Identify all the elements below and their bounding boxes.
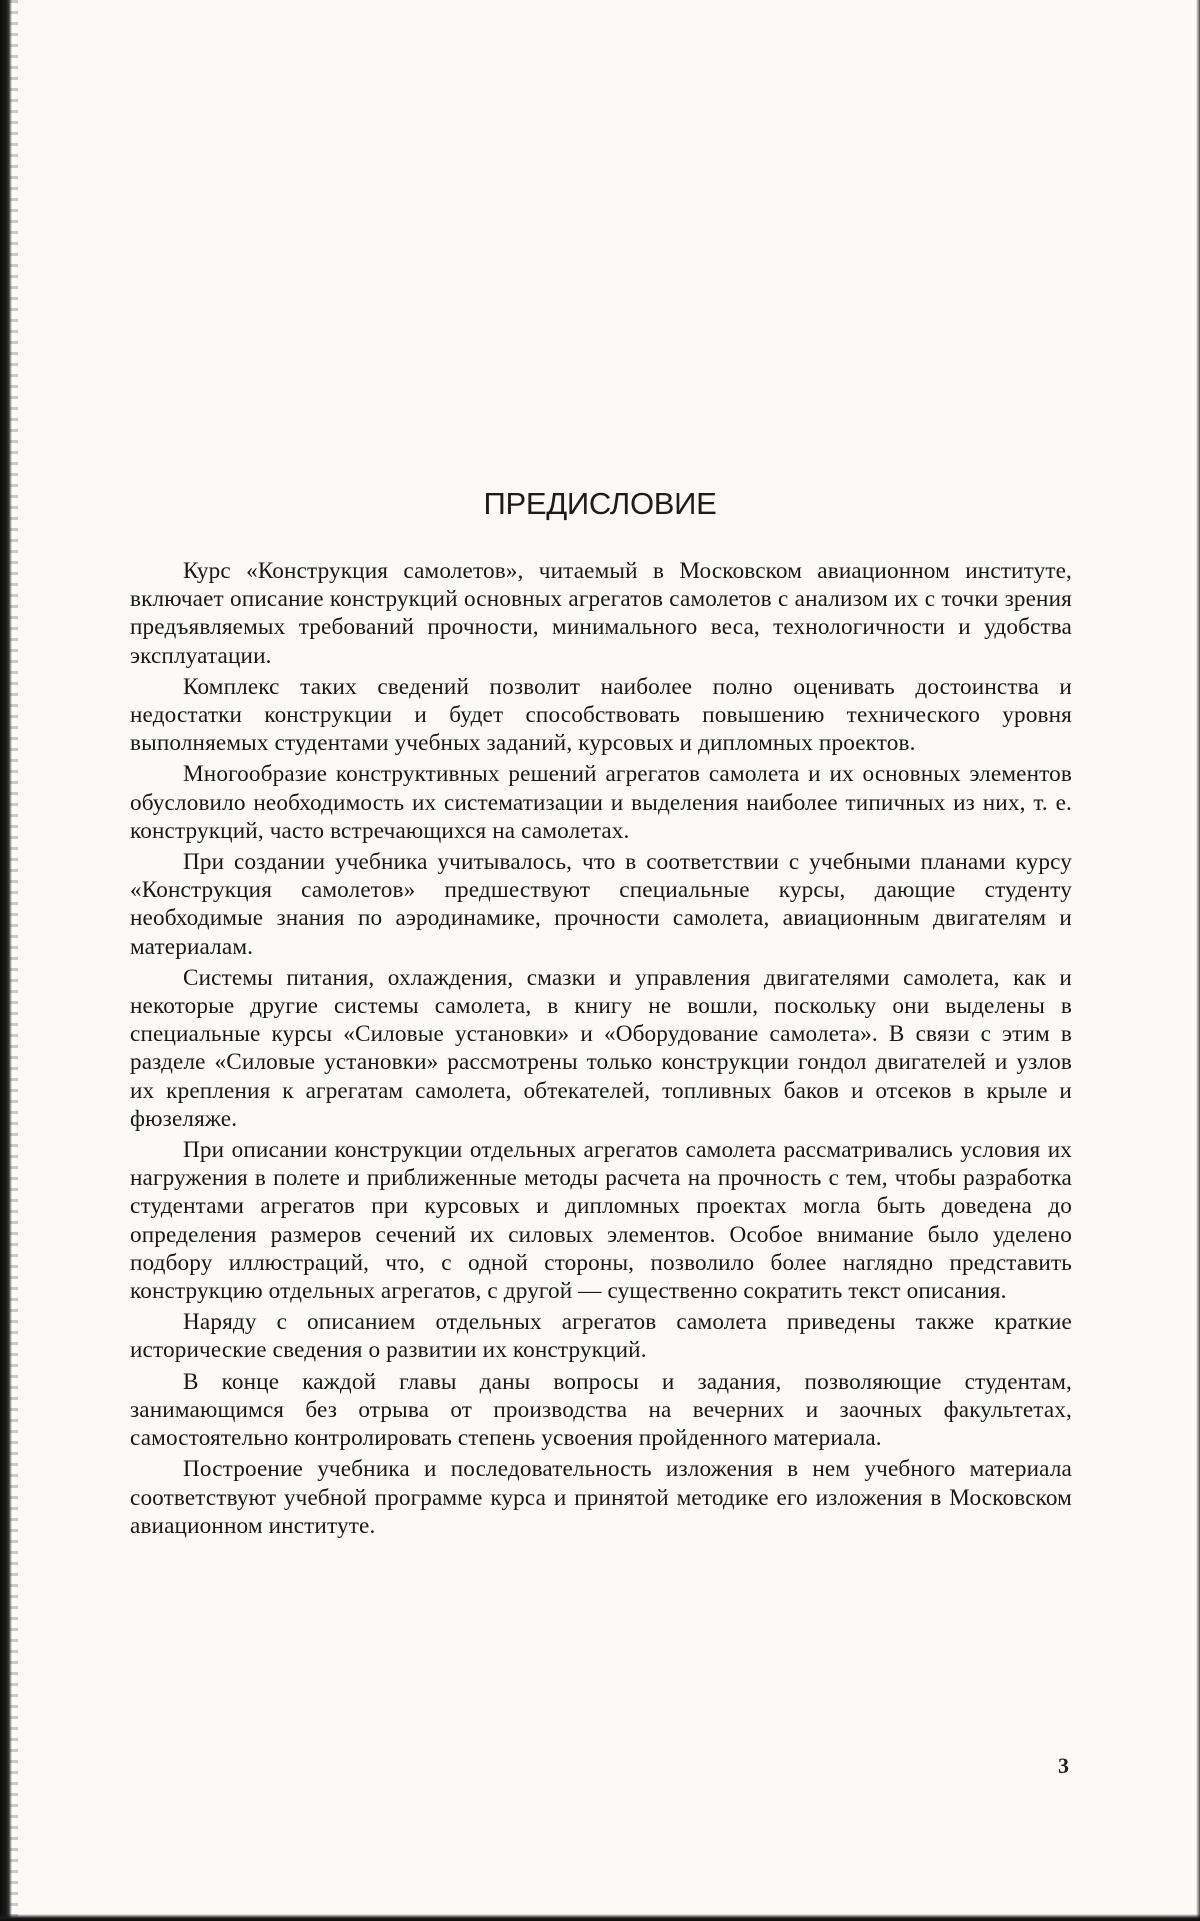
paragraph-8: В конце каждой главы даны вопросы и задания, позволяющие студентам, занимающимся без отрыва от производства на вечерних и заочных факультетах, самостоятельно контролировать степень усвоения пройденного материала. [130, 1368, 1072, 1452]
paragraph-6: При описании конструкции отдельных агрегатов самолета рассматривались условия их нагружения в полете и приближенные методы расчета на прочность с тем, чтобы разработка студентами агрегатов при курсовых и дипломных проектах могла быть доведена до определения размеров сечений их силовых элементов. Особое внимание было уделено подбору иллюстраций, что, с одной стороны, позволило более наглядно представить конструкцию отдельных агрегатов, с другой — существенно сократить текст описания. [130, 1137, 1072, 1305]
scan-edge-noise [10, 0, 18, 1921]
paragraph-1: Курс «Конструкция самолетов», читаемый в Московском авиационном институте, включает описание конструкций основных агрегатов самолетов с анализом их с точки зрения предъявляемых требований прочности, минимального веса, технологичности и удобства эксплуатации. [130, 558, 1072, 669]
paragraph-4: При создании учебника учитывалось, что в соответствии с учебными планами курсу «Конструкция самолетов» предшествуют специальные курсы, дающие студенту необходимые знания по аэродинамике, прочности самолета, авиационным двигателям и материалам. [130, 849, 1072, 960]
page-title: ПРЕДИСЛОВИЕ [483, 486, 717, 521]
preface-body [130, 557, 1072, 1543]
paragraph-2: Комплекс таких сведений позволит наиболее полно оценивать достоинства и недостатки конструкции и будет способствовать повышению технического уровня выполняемых студентами учебных заданий, курсовых и дипломных проектов. [130, 673, 1072, 757]
scan-right-edge [1196, 0, 1200, 1921]
paragraph-7: Наряду с описанием отдельных агрегатов самолета приведены также краткие исторические сведения о развитии их конструкций. [130, 1309, 1072, 1364]
paragraph-9: Построение учебника и последовательность изложения в нем учебного материала соответствуют учебной программе курса и принятой методике его изложения в Московском авиационном институте. [130, 1456, 1072, 1539]
paragraph-5: Системы питания, охлаждения, смазки и управления двигателями самолета, как и некоторые другие системы самолета, в книгу не вошли, поскольку они выделены в специальные курсы «Силовые установки» и «Оборудование самолета». В связи с этим в разделе «Силовые установки» рассмотрены только конструкции гондол двигателей и узлов их крепления к агрегатам самолета, обтекателей, топливных баков и отсеков в крыле и фюзеляже. [130, 964, 1072, 1132]
paragraph-3: Многообразие конструктивных решений агрегатов самолета и их основных элементов обусловило необходимость их систематизации и выделения наиболее типичных из них, т. е. конструкций, часто встречающихся на самолетах. [130, 761, 1072, 844]
scan-bottom-edge [0, 1914, 1200, 1921]
page-number: 3 [1058, 1753, 1069, 1778]
